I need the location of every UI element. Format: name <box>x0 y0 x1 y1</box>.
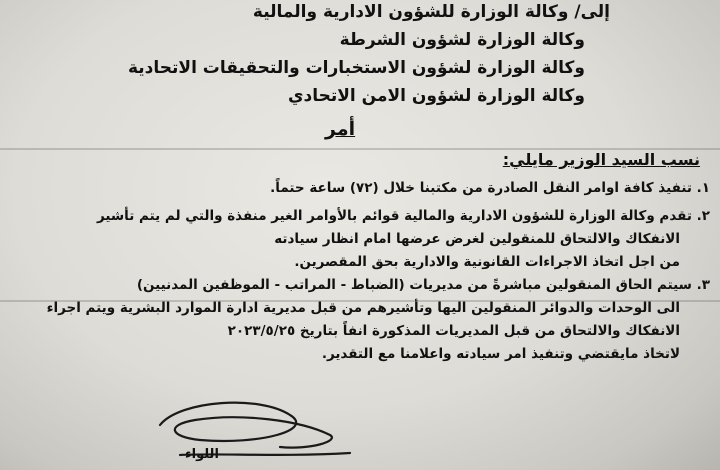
handwritten-signature <box>140 395 360 470</box>
order-item-2-cont: من اجل اتخاذ الاجراءات القانونية والادارية بحق المقصرين. <box>294 254 680 270</box>
official-letter <box>40 0 710 470</box>
recipient-line-2: وكالة الوزارة لشؤون الشرطة <box>339 30 585 50</box>
recipient-line-3: وكالة الوزارة لشؤون الاستخبارات والتحقيقات الاتحادية <box>127 58 585 78</box>
recipient-line-4: وكالة الوزارة لشؤون الامن الاتحادي <box>287 86 585 106</box>
order-item-3-cont: الى الوحدات والدوائر المنقولين اليها وتأشيرهم من قبل مديرية ادارة الموارد البشرية ويتم اجراء <box>46 300 680 316</box>
order-item-3-cont: الانفكاك والالتحاق من قبل المديريات المذكورة انفاً بتاريخ ٢٠٢٣/٥/٢٥ <box>227 323 680 339</box>
order-title: أمر <box>325 118 356 140</box>
order-item-2-cont: الانفكاك والالتحاق للمنقولين لغرض عرضها امام انظار سيادته <box>274 231 680 247</box>
intro-line: نسب السيد الوزير مايلي: <box>502 150 700 169</box>
order-item-3: ٣. سيتم الحاق المنقولين مباشرةً من مديريات (الضباط - المراتب - الموظفين المدنيين) <box>136 277 710 293</box>
order-item-2: ٢. تقدم وكالة الوزارة للشؤون الادارية والمالية قوائم بالأوامر الغير منفذة والتي لم يتم تأشير <box>97 208 710 224</box>
recipient-line-1: إلى/ وكالة الوزارة للشؤون الادارية والمالية <box>252 2 610 22</box>
signature-title: اللواء <box>185 447 219 462</box>
order-item-1: ١. تنفيذ كافة اوامر النقل الصادرة من مكتبنا خلال (٧٢) ساعة حتماً. <box>270 180 710 196</box>
closing-line: لاتخاذ مايقتضي وتنفيذ امر سيادته واعلامنا مع التقدير. <box>321 346 680 362</box>
